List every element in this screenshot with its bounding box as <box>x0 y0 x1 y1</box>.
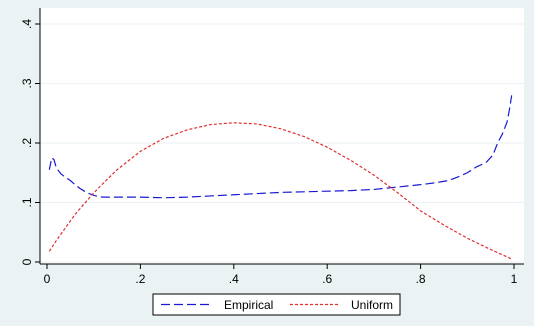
x-tick-label-2: .4 <box>228 272 239 286</box>
x-tick-label-0: 0 <box>43 272 51 286</box>
x-tick-label-5: 1 <box>510 272 518 286</box>
plot-area <box>40 8 524 264</box>
y-tick-label-0: 0 <box>20 258 34 266</box>
x-tick-label-3: .6 <box>322 272 333 286</box>
legend <box>153 294 400 315</box>
legend-label-uniform: Uniform <box>351 298 394 312</box>
x-tick-label-1: .2 <box>135 272 146 286</box>
x-tick-label-4: .8 <box>415 272 426 286</box>
legend-label-empirical: Empirical <box>224 298 274 312</box>
y-tick-label-1: .1 <box>20 197 34 208</box>
y-tick-label-3: .3 <box>20 78 34 89</box>
y-tick-label-4: .4 <box>20 18 34 30</box>
y-tick-label-2: .2 <box>20 137 34 149</box>
